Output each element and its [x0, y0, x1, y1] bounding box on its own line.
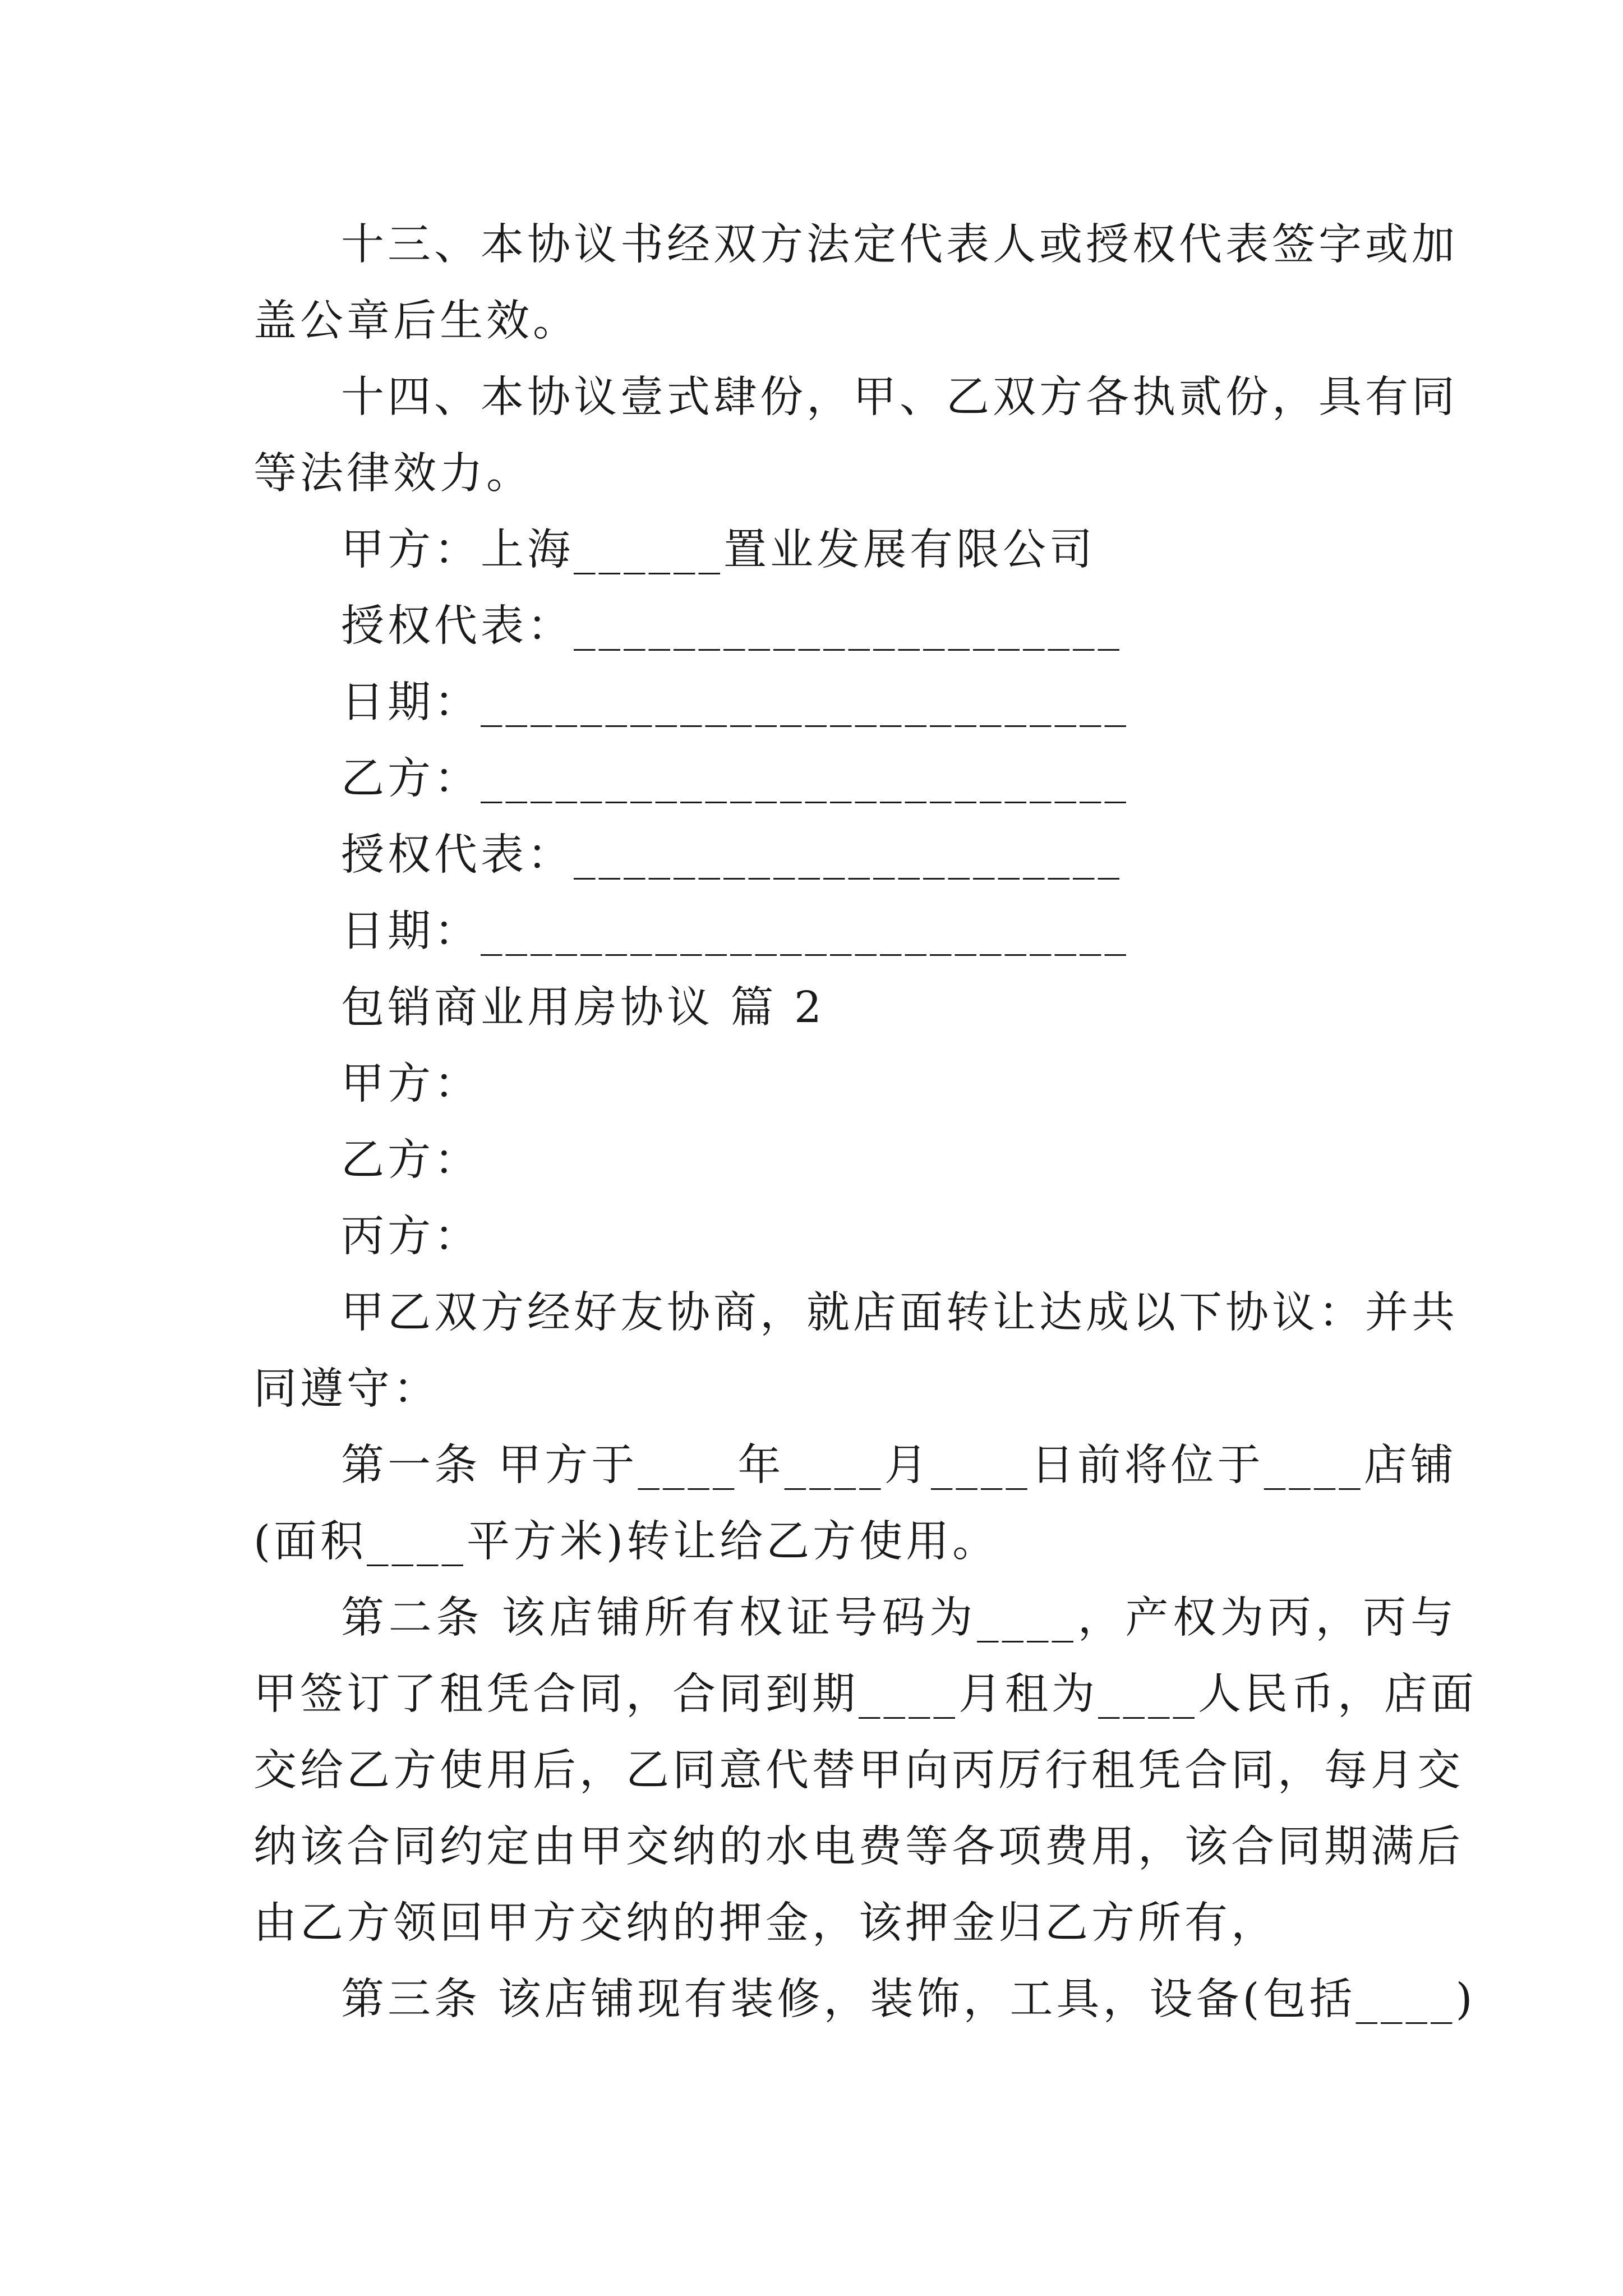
party-b-label: 乙方： — [341, 1135, 481, 1185]
article-2-line-3: 交给乙方使用后，乙同意代替甲向丙厉行租凭合同，每月交 — [253, 1746, 1464, 1796]
article-2-line-2: 甲签订了租凭合同，合同到期____月租为____人民币，店面 — [253, 1669, 1477, 1719]
preamble-line-1: 甲乙双方经好友协商，就店面转让达成以下协议：并共 — [341, 1288, 1458, 1338]
party-a-name-line: 甲方：上海______置业发展有限公司 — [341, 525, 1096, 575]
party-a-representative-line: 授权代表：______________________ — [341, 601, 1123, 651]
article-1-line-2: (面积____平方米)转让给乙方使用。 — [253, 1517, 999, 1567]
party-b-line: 乙方：__________________________ — [341, 754, 1129, 804]
party-a-date-line: 日期：__________________________ — [341, 678, 1129, 728]
article-1-line-1: 第一条 甲方于____年____月____日前将位于____店铺 — [341, 1441, 1457, 1490]
article-2-line-4: 纳该合同约定由甲交纳的水电费等各项费用，该合同期满后 — [253, 1822, 1464, 1872]
clause-13-line-1: 十三、本协议书经双方法定代表人或授权代表签字或加 — [341, 220, 1458, 270]
section-heading: 包销商业用房协议 篇 2 — [341, 983, 825, 1033]
clause-14-line-1: 十四、本协议壹式肆份，甲、乙双方各执贰份，具有同 — [341, 372, 1458, 422]
party-b-representative-line: 授权代表：______________________ — [341, 830, 1123, 880]
party-a-label: 甲方： — [341, 1059, 481, 1109]
article-3-line-1: 第三条 该店铺现有装修，装饰，工具，设备(包括____) — [341, 1975, 1476, 2024]
preamble-line-2: 同遵守： — [253, 1364, 440, 1414]
clause-13-line-2: 盖公章后生效。 — [253, 296, 579, 346]
clause-14-line-2: 等法律效力。 — [253, 449, 533, 499]
article-2-line-5: 由乙方领回甲方交纳的押金，该押金归乙方所有， — [253, 1898, 1278, 1948]
article-2-line-1: 第二条 该店铺所有权证号码为____，产权为丙，丙与 — [341, 1593, 1457, 1643]
party-c-label: 丙方： — [341, 1212, 481, 1262]
party-b-date-line: 日期：__________________________ — [341, 907, 1129, 956]
